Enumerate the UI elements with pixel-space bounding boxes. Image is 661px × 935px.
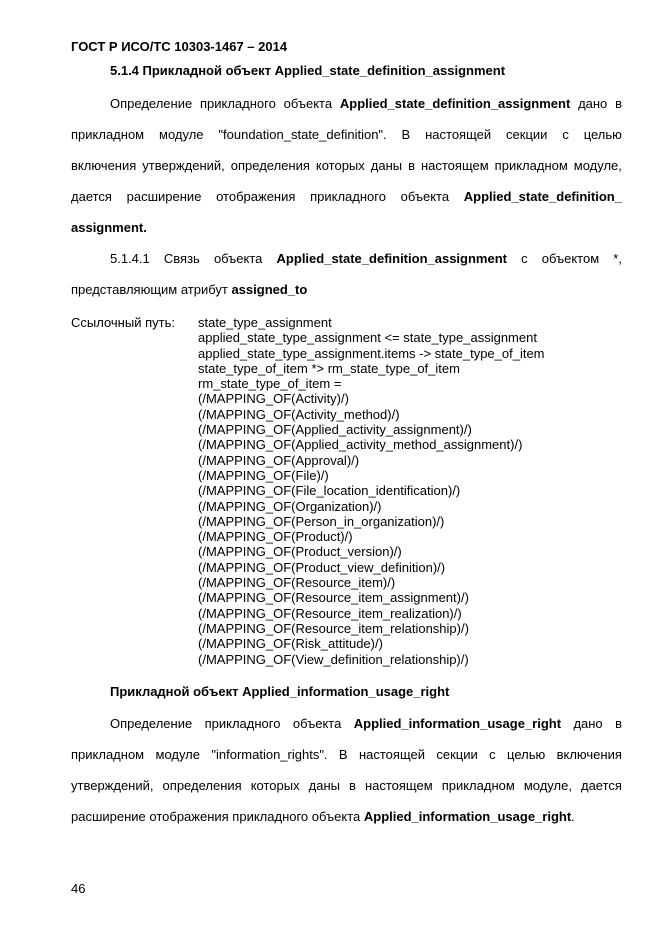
word: секции: [506, 127, 548, 142]
entity-name: Applied_state_definition_assignment: [339, 96, 571, 111]
word: в: [349, 778, 356, 793]
reference-path-line: (/MAPPING_OF(Product)/): [198, 529, 353, 545]
word: *,: [613, 251, 622, 266]
word: дано: [578, 96, 608, 111]
entity-name: Applied_information_usage_right: [363, 809, 572, 824]
page-number: 46: [71, 881, 86, 896]
word: в: [408, 158, 415, 173]
document-header: ГОСТ Р ИСО/ТС 10303-1467 – 2014: [71, 39, 288, 54]
word: даны: [308, 778, 340, 793]
reference-path-line: (/MAPPING_OF(Organization)/): [198, 498, 382, 514]
word: представляющим атрибут: [71, 282, 232, 297]
section-title-5-1-4: 5.1.4 Прикладной объект Applied_state_definition_assignment: [110, 63, 506, 78]
word: "information_rights".: [211, 747, 328, 762]
word: дается: [580, 778, 622, 793]
para-line: [71, 282, 622, 297]
para-line: [71, 220, 622, 235]
attribute-name: assigned_to: [231, 282, 308, 297]
word: отображения: [216, 189, 296, 204]
word: целью: [583, 127, 622, 142]
reference-path-line: (/MAPPING_OF(Resource_item_relationship)/): [198, 620, 469, 636]
entity-name: assignment.: [71, 220, 147, 235]
word: которых: [250, 778, 300, 793]
reference-path-line: (/MAPPING_OF(Resource_item)/): [198, 575, 396, 591]
word: 5.1.4.1: [110, 251, 150, 266]
word: объекта: [292, 716, 342, 731]
word: прикладном: [441, 778, 515, 793]
word: прикладного: [199, 96, 276, 111]
word: целью: [507, 747, 546, 762]
word: которых: [315, 158, 365, 173]
word: прикладном: [71, 747, 145, 762]
word: объектом: [541, 251, 600, 266]
reference-path-lines: [198, 315, 545, 667]
word: настоящем: [364, 778, 433, 793]
para-line: [71, 158, 622, 173]
word: расширение: [126, 189, 202, 204]
word: определения: [230, 158, 310, 173]
word: дано: [573, 716, 603, 731]
word: с: [489, 747, 496, 762]
word: даны: [370, 158, 403, 173]
word: модуле: [159, 127, 204, 142]
word: в: [615, 716, 622, 731]
reference-path-line: state_type_of_item *> rm_state_type_of_item: [198, 360, 460, 376]
word: определения: [162, 778, 242, 793]
word: расширение отображения прикладного объекта: [71, 809, 364, 824]
reference-path-line: (/MAPPING_OF(Applied_activity_method_assignment)/): [198, 437, 523, 453]
word: модуле,: [573, 158, 622, 173]
reference-path-line: (/MAPPING_OF(Product_version)/): [198, 544, 402, 560]
word: утверждений,: [142, 158, 225, 173]
para-line: [71, 809, 622, 824]
word: настоящем: [420, 158, 489, 173]
reference-path-line: (/MAPPING_OF(Person_in_organization)/): [198, 513, 445, 529]
para-line: [110, 251, 622, 266]
reference-path-line: applied_state_type_assignment.items -> state_type_of_item: [198, 345, 545, 361]
reference-path-line: applied_state_type_assignment <= state_type_assignment: [198, 330, 537, 346]
reference-path-line: (/MAPPING_OF(Applied_activity_assignment)/): [198, 422, 472, 438]
reference-path-line: (/MAPPING_OF(Product_view_definition)/): [198, 559, 446, 575]
para-line: [110, 716, 622, 731]
word: утверждений,: [71, 778, 154, 793]
word: Определение: [110, 716, 193, 731]
word: Определение: [110, 96, 193, 111]
word: Связь: [163, 251, 200, 266]
reference-path-line: (/MAPPING_OF(Activity)/): [198, 391, 349, 407]
word: прикладного: [310, 189, 386, 204]
section-title-information-usage-right: Прикладной объект Applied_information_usage_right: [110, 684, 450, 699]
para-line: [71, 189, 622, 204]
word: секции: [436, 747, 478, 762]
word: объекта: [283, 96, 333, 111]
word: объекта: [400, 189, 450, 204]
word: прикладном: [71, 127, 145, 142]
entity-name: Applied_information_usage_right: [353, 716, 562, 731]
reference-path-line: (/MAPPING_OF(File_location_identification)/): [198, 483, 461, 499]
word: включения: [71, 158, 137, 173]
entity-name: Applied_state_definition_: [463, 189, 622, 204]
reference-path-line: state_type_assignment: [198, 315, 332, 330]
word: В: [401, 127, 411, 142]
entity-name: Applied_state_definition_assignment: [276, 251, 507, 266]
word: прикладного: [204, 716, 281, 731]
reference-path-line: (/MAPPING_OF(Activity_method)/): [198, 406, 400, 422]
para-line: [110, 96, 622, 111]
reference-path-label: Ссылочный путь:: [71, 315, 175, 330]
word: объекта: [213, 251, 263, 266]
para-line: [71, 747, 622, 762]
word: прикладном: [494, 158, 568, 173]
word: с: [562, 127, 569, 142]
word: модуле: [155, 747, 200, 762]
word: включения: [556, 747, 622, 762]
para-line: [71, 127, 622, 142]
word: настоящей: [358, 747, 425, 762]
reference-path-line: (/MAPPING_OF(Resource_item_realization)/): [198, 605, 462, 621]
para-line: [71, 778, 622, 793]
word: .: [571, 809, 575, 824]
word: в: [615, 96, 622, 111]
word: "foundation_state_definition".: [218, 127, 387, 142]
word: с: [521, 251, 528, 266]
reference-path-line: (/MAPPING_OF(Approval)/): [198, 452, 360, 468]
reference-path-line: (/MAPPING_OF(Resource_item_assignment)/): [198, 590, 469, 606]
word: настоящей: [425, 127, 492, 142]
reference-path-line: (/MAPPING_OF(Risk_attitude)/): [198, 636, 383, 652]
reference-path-line: rm_state_type_of_item =: [198, 376, 342, 392]
reference-path-line: (/MAPPING_OF(File)/): [198, 467, 329, 483]
reference-path-line: (/MAPPING_OF(View_definition_relationship)/): [198, 651, 469, 667]
word: модуле,: [523, 778, 572, 793]
word: В: [338, 747, 348, 762]
word: дается: [71, 189, 112, 204]
